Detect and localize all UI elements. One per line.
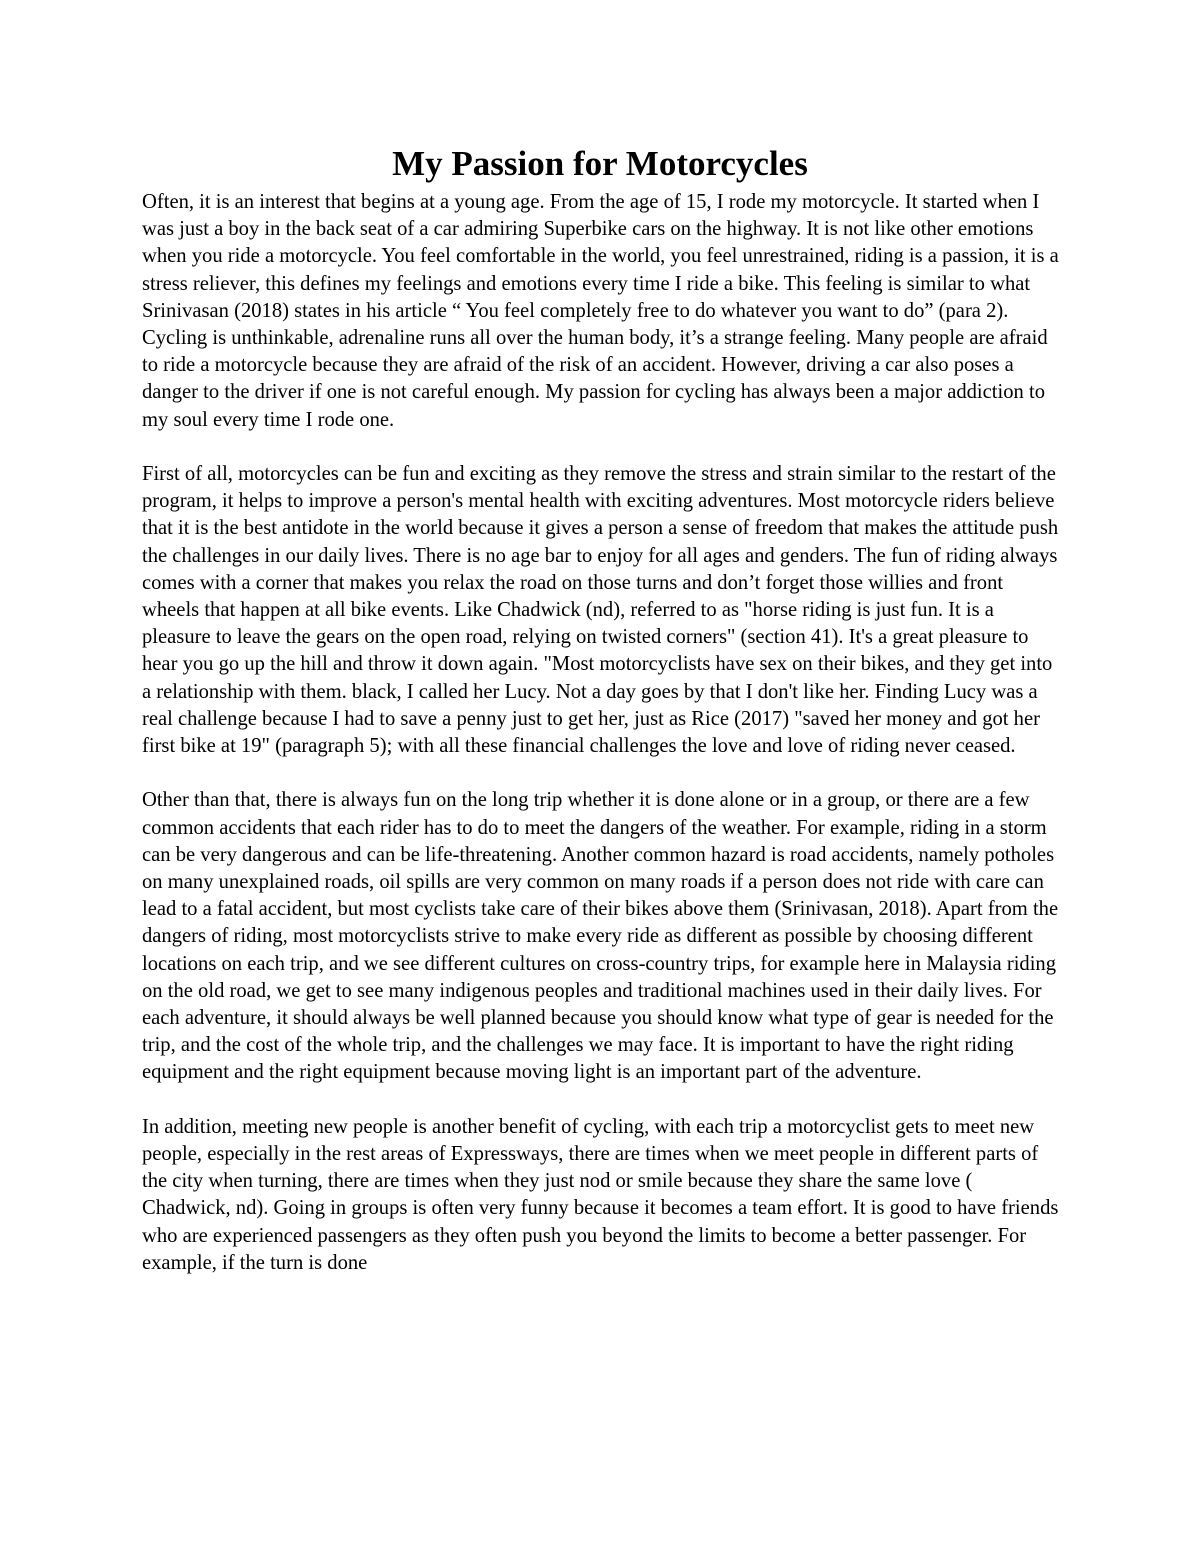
- paragraph-3: Other than that, there is always fun on the long trip whether it is done alone or in a group, or there are a few common accidents that each rider has to do to meet the dangers of the weather. For example, riding in a storm can be very dangerous and can be life-threatening. Another common hazard is road accidents, namely potholes on many unexplained roads, oil spills are very common on many roads if a person does not ride with care can lead to a fatal accident, but most cyclists take care of their bikes above them (Srinivasan, 2018). Apart from the dangers of riding, most motorcyclists strive to make every ride as different as possible by choosing different locations on each trip, and we see different cultures on cross-country trips, for example here in Malaysia riding on the old road, we get to see many indigenous peoples and traditional machines used in their daily lives. For each adventure, it should always be well planned because you should know what type of gear is needed for the trip, and the cost of the whole trip, and the challenges we may face. It is important to have the right riding equipment and the right equipment because moving light is an important part of the adventure.: [142, 789, 1059, 1084]
- paragraph-4: In addition, meeting new people is another benefit of cycling, with each trip a motorcyclist gets to meet new people, especially in the rest areas of Expressways, there are times when we meet people in different parts of the city when turning, there are times when they just nod or smile because they share the same love ( Chadwick, nd). Going in groups is often very funny because it becomes a team effort. It is good to have friends who are experienced passengers as they often push you beyond the limits to become a better passenger. For example, if the turn is done: [142, 1115, 1059, 1274]
- paragraph-2: First of all, motorcycles can be fun and exciting as they remove the stress and strain similar to the restart of the program, it helps to improve a person's mental health with exciting adventures. Most motorcycle riders believe that it is the best antidote in the world because it gives a person a sense of freedom that makes the attitude push the challenges in our daily lives. There is no age bar to enjoy for all ages and genders. The fun of riding always comes with a corner that makes you relax the road on those turns and don’t forget those willies and front wheels that happen at all bike events. Like Chadwick (nd), referred to as "horse riding is just fun. It is a pleasure to leave the gears on the open road, relying on twisted corners" (section 41). It's a great pleasure to hear you go up the hill and throw it down again. "Most motorcyclists have sex on their bikes, and they get into a relationship with them. black, I called her Lucy. Not a day goes by that I don't like her. Finding Lucy was a real challenge because I had to save a penny just to get her, just as Rice (2017) "saved her money and got her first bike at 19" (paragraph 5); with all these financial challenges the love and love of riding never ceased.: [142, 463, 1059, 758]
- document-title: My Passion for Motorcycles: [392, 144, 808, 183]
- paragraph-1: Often, it is an interest that begins at a young age. From the age of 15, I rode my motorcycle. It started when I was just a boy in the back seat of a car admiring Superbike cars on the highway. It is not like other emotions when you ride a motorcycle. You feel comfortable in the world, you feel unrestrained, riding is a passion, it is a stress reliever, this defines my feelings and emotions every time I ride a bike. This feeling is similar to what Srinivasan (2018) states in his article “ You feel completely free to do whatever you want to do” (para 2). Cycling is unthinkable, adrenaline runs all over the human body, it’s a strange feeling. Many people are afraid to ride a motorcycle because they are afraid of the risk of an accident. However, driving a car also poses a danger to the driver if one is not careful enough. My passion for cycling has always been a major addiction to my soul every time I rode one.: [142, 191, 1059, 431]
- document-body: [142, 189, 1062, 1277]
